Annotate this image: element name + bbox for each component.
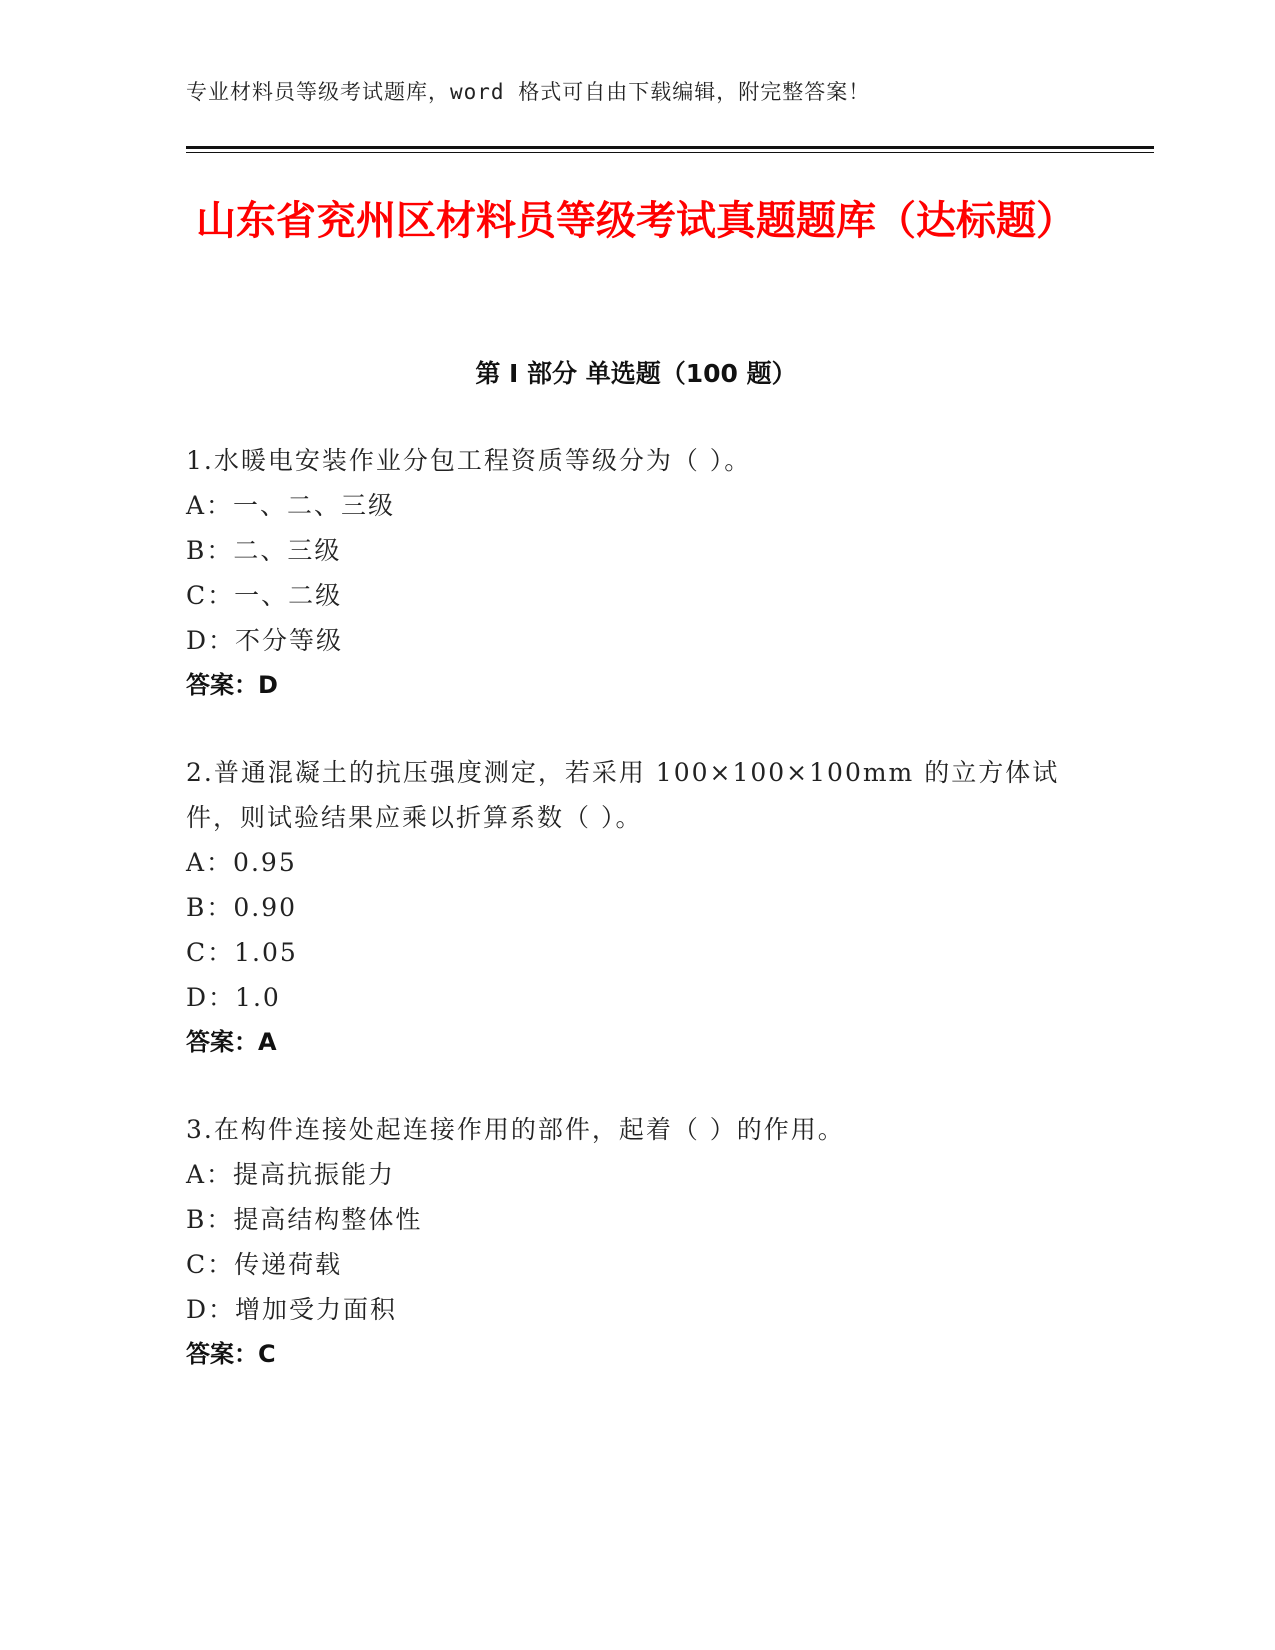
answer: 答案：D [186,671,278,699]
option-d: D：不分等级 [186,626,344,655]
header-rule-thin [186,152,1154,153]
header-note: 专业材料员等级考试题库，word 格式可自由下载编辑，附完整答案！ [186,80,871,104]
section-title: 第 I 部分 单选题（100 题） [475,359,797,388]
option-c: C：一、二级 [186,581,343,610]
option-a: A：0.95 [186,848,297,877]
option-a: A：提高抗振能力 [186,1160,396,1189]
option-b: B：提高结构整体性 [186,1205,423,1234]
option-b: B：0.90 [186,893,298,922]
question-stem: 2.普通混凝土的抗压强度测定，若采用 100×100×100mm 的立方体试件，则试验结果应乘以折算系数（ ）。 [186,758,1060,832]
option-b: B：二、三级 [186,536,342,565]
question-list [186,438,1066,1419]
document-title: 山东省兖州区材料员等级考试真题题库（达标题） [196,198,1076,244]
option-c: C：1.05 [186,938,298,967]
option-c: C：传递荷载 [186,1250,343,1279]
header-rule-thick [186,146,1154,149]
question-1 [186,438,1066,708]
question-stem: 3.在构件连接处起连接作用的部件，起着（ ）的作用。 [186,1115,845,1144]
answer: 答案：C [186,1340,276,1368]
question-2 [186,750,1066,1065]
question-3 [186,1107,1066,1377]
answer: 答案：A [186,1028,277,1056]
option-d: D：增加受力面积 [186,1295,398,1324]
question-stem: 1.水暖电安装作业分包工程资质等级分为（ ）。 [186,446,752,475]
option-d: D：1.0 [186,983,281,1012]
option-a: A：一、二、三级 [186,491,396,520]
